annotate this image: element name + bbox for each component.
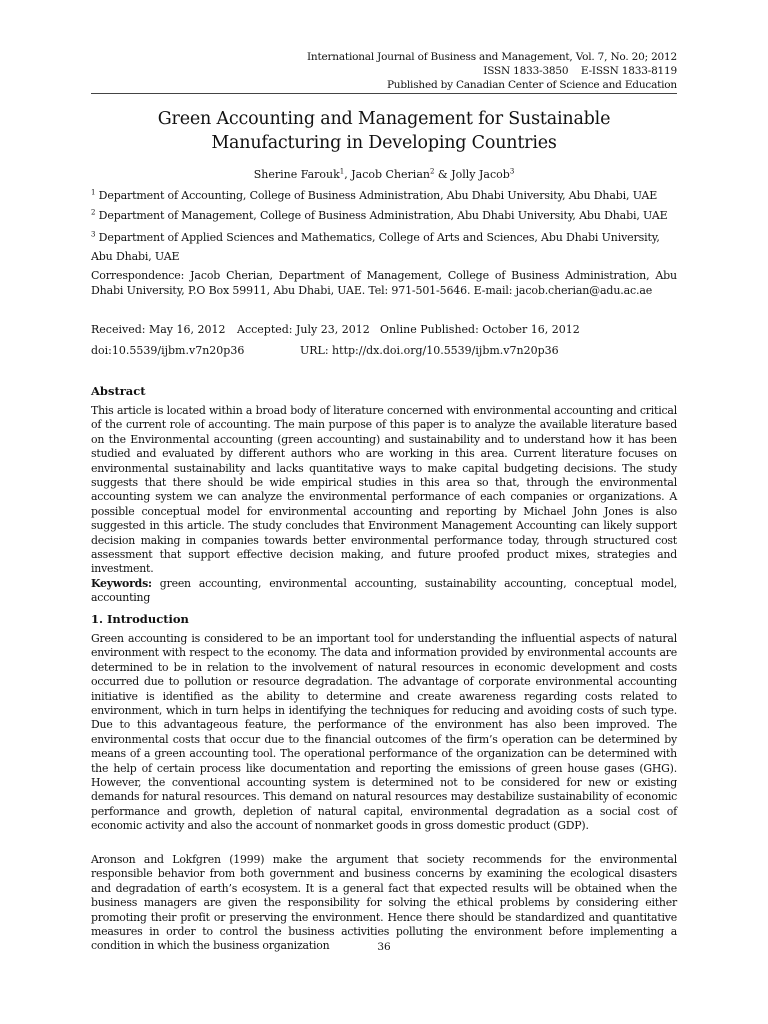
journal-issn: ISSN 1833-3850 E-ISSN 1833-8119 (483, 65, 677, 77)
publication-dates (91, 323, 580, 337)
affiliation-marker: 1 (91, 188, 96, 197)
author-1-affil: 1 (339, 167, 345, 176)
page-number: 36 (377, 941, 391, 953)
author-3-affil: 3 (509, 167, 515, 176)
journal-publisher: Published by Canadian Center of Science and Education (386, 79, 677, 91)
affiliation-2 (91, 206, 677, 225)
author-separator: , (344, 168, 352, 181)
accepted-date: Accepted: July 23, 2012 (237, 323, 370, 336)
introduction-paragraph-2: Aronson and Lokfgren (1999) make the argument that society recommends for the environmental responsible behavior from both government and business concerns by examining the ecological disasters and degradation of earth’s ecosystem. It is a general fact that expected results will be obtained when the business managers are given the responsibility for solving the ethical problems by considering either promoting their profit or preserving the environment. Hence there should be standardized and quantitative measures in order to control the business activities polluting the environment before implementing a condition in which the business organization (91, 853, 677, 953)
affiliation-text: Department of Applied Sciences and Mathematics, College of Arts and Sciences, Abu Dhabi University, Abu Dhabi, UAE (91, 231, 660, 263)
doi-url-link[interactable]: URL: http://dx.doi.org/10.5539/ijbm.v7n20p36 (300, 344, 559, 357)
keywords (91, 577, 677, 606)
abstract-text: This article is located within a broad body of literature concerned with environmental accounting and critical of the current role of accounting. The main purpose of this paper is to analyze the available literature based on the Environmental accounting (green accounting) and sustainability and to understand how it has been studied and evaluated by different authors who are working in this area. Current literature focuses on environmental sustainability and lacks quantitative ways to make capital budgeting decisions. The study suggests that there should be wide empirical studies in this area so that, through the environmental accounting system we can analyze the environmental performance of each companies or organizations. A possible conceptual model for environmental accounting and reporting by Michael John Jones is also suggested in this article. The study concludes that Environment Management Accounting can likely support decision making in companies towards better environmental performance today, through structured cost assessment that support effective decision making, and future proofed product mixes, strategies and investment. (91, 404, 677, 576)
abstract-heading: Abstract (91, 384, 146, 398)
keywords-label: Keywords: (91, 577, 152, 590)
introduction-paragraph-1: Green accounting is considered to be an important tool for understanding the influential aspects of natural environment with respect to the economy. The data and information provided by environmental accounts are determined to be in relation to the involvement of natural resources in economic development and costs occurred due to pollution or resource degradation. The advantage of corporate environmental accounting initiative is identified as the ability to determine and create awareness regarding costs related to environment, which in turn helps in identifying the techniques for reducing and avoiding costs of such type. Due to this advantageous feature, the performance of the environment has also been improved. The environmental costs that occur due to the financial outcomes of the firm’s operation can be determined by means of a green accounting tool. The operational performance of the organization can be determined with the help of certain process like documentation and reporting the emissions of green house gases (GHG). However, the conventional accounting system is determined not to be considered for new or existing demands for natural resources. This demand on natural resources may destabilize sustainability of economic performance and growth, depletion of natural capital, environmental degradation as a social cost of economic activity and also the account of nonmarket goods in gross domestic product (GDP). (91, 632, 677, 833)
affiliation-1 (91, 186, 677, 205)
doi-row (91, 344, 559, 358)
author-2: Jacob Cherian (351, 168, 430, 181)
introduction-heading: 1. Introduction (91, 612, 189, 626)
author-separator: & (434, 168, 452, 181)
received-date: Received: May 16, 2012 (91, 323, 226, 336)
affiliation-marker: 3 (91, 230, 96, 239)
keywords-text: green accounting, environmental accounting, sustainability accounting, conceptual model, accounting (91, 577, 677, 605)
author-2-affil: 2 (429, 167, 435, 176)
journal-header (307, 50, 677, 92)
header-rule (91, 93, 677, 94)
published-date: Online Published: October 16, 2012 (380, 323, 580, 336)
affiliation-text: Department of Accounting, College of Business Administration, Abu Dhabi University, Abu Dhabi, UAE (95, 189, 658, 202)
paper-title: Green Accounting and Management for Sustainable Manufacturing in Developing Countries (157, 109, 611, 153)
correspondence: Correspondence: Jacob Cherian, Department of Management, College of Business Administration, Abu Dhabi University, P.O Box 59911, Abu Dhabi, UAE. Tel: 971-501-5646. E-mail: jacob.cherian@adu.ac.ae (91, 269, 677, 297)
author-1: Sherine Farouk (253, 168, 340, 181)
author-list (91, 168, 677, 182)
author-3: Jolly Jacob (451, 168, 510, 181)
affiliation-3 (91, 228, 677, 266)
journal-citation: International Journal of Business and Management, Vol. 7, No. 20; 2012 (306, 51, 677, 63)
affiliation-text: Department of Management, College of Business Administration, Abu Dhabi University, Abu Dhabi, UAE (95, 209, 668, 222)
affiliation-marker: 2 (91, 208, 96, 217)
doi: doi:10.5539/ijbm.v7n20p36 (91, 344, 245, 357)
